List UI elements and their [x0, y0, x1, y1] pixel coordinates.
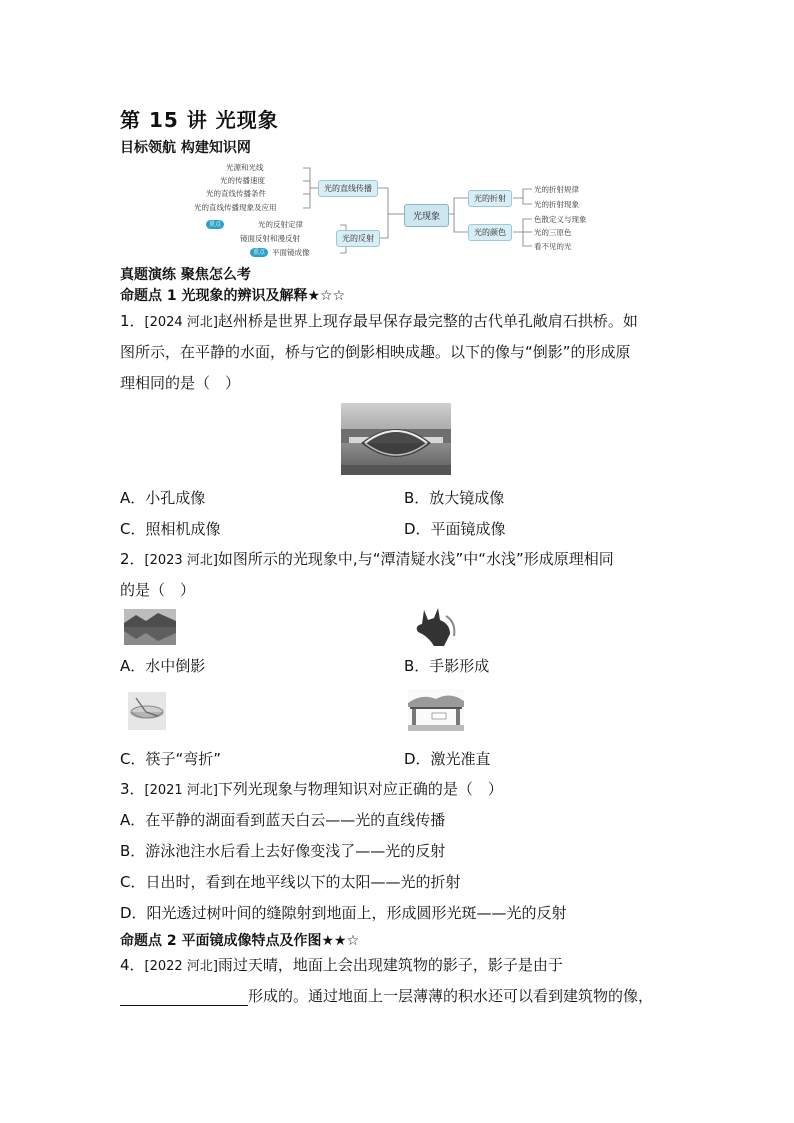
question-text: 赵州桥是世界上现存最早保存最完整的古代单孔敞肩石拱桥。如	[217, 312, 638, 330]
option-c: C．筷子“弯折”	[120, 750, 222, 768]
question-number: 2．	[120, 550, 145, 568]
question-1	[120, 311, 638, 333]
option-d: D．平面镜成像	[404, 520, 506, 538]
question-source-tag: [2021 河北]	[144, 783, 218, 798]
bridge-reflection-image	[341, 403, 451, 475]
topic-heading-2: 命题点 2 平面镜成像特点及作图★★☆	[120, 933, 360, 949]
option-c: C．日出时，看到在地平线以下的太阳——光的折射	[120, 873, 461, 891]
option-b: B．放大镜成像	[404, 489, 505, 507]
option-a: A．小孔成像	[120, 489, 206, 507]
question-source-tag: [2023 河北]	[144, 553, 218, 568]
question-text: 如图所示的光现象中,与“潭清疑水浅”中“水浅”形成原理相同	[217, 550, 614, 568]
key-point-badge: 重点	[250, 248, 268, 257]
question-text: 雨过天晴，地面上会出现建筑物的影子，影子是由于	[217, 956, 563, 974]
mindmap-item: 光的反射定律	[258, 220, 303, 229]
question-text-line: 理相同的是（ ）	[120, 374, 241, 392]
option-b: B．手影形成	[404, 657, 490, 675]
mindmap-item: 光的直线传播条件	[206, 189, 266, 198]
question-number: 1．	[120, 312, 145, 330]
option-b: B．游泳池注水后看上去好像变浅了——光的反射	[120, 842, 446, 860]
mindmap-item: 光的传播速度	[220, 176, 265, 185]
mindmap-item: 光的三原色	[534, 228, 572, 237]
question-2	[120, 549, 614, 571]
question-text-line	[120, 986, 653, 1006]
mindmap-node-reflection: 光的反射	[336, 230, 380, 247]
section-heading-2: 真题演练 聚焦怎么考	[120, 267, 251, 283]
topic-heading-1: 命题点 1 光现象的辨识及解释★☆☆	[120, 288, 346, 304]
hand-shadow-image	[410, 606, 460, 648]
question-text: 下列光现象与物理知识对应正确的是（ ）	[217, 780, 503, 798]
mindmap-node-straight-line: 光的直线传播	[318, 180, 378, 197]
mindmap-item: 看不见的光	[534, 242, 572, 251]
question-text: 形成的。通过地面上一层薄薄的积水还可以看到建筑物的像，	[248, 987, 654, 1005]
option-a: A．水中倒影	[120, 657, 206, 675]
question-3	[120, 779, 503, 801]
key-point-badge: 重点	[206, 220, 224, 229]
mindmap-item: 镜面反射和漫反射	[240, 234, 300, 243]
laser-collimation-image	[408, 689, 464, 731]
mindmap-node-refraction: 光的折射	[468, 190, 512, 207]
mindmap-item: 光的直线传播现象及应用	[194, 203, 277, 212]
chopsticks-in-water-image	[128, 692, 166, 730]
question-text-line: 图所示，在平静的水面，桥与它的倒影相映成趣。以下的像与“倒影”的形成原	[120, 343, 631, 361]
mindmap-item: 平面镜成像	[272, 248, 310, 257]
question-source-tag: [2024 河北]	[144, 315, 218, 330]
mindmap-item: 光的折射规律	[534, 185, 579, 194]
option-a: A．在平静的湖面看到蓝天白云——光的直线传播	[120, 811, 446, 829]
mindmap-item: 光的折射现象	[534, 200, 579, 209]
page-title: 第 15 讲 光现象	[120, 108, 279, 132]
mindmap-item: 色散定义与现象	[534, 215, 587, 224]
mindmap-item: 光源和光线	[226, 163, 264, 172]
section-heading-1: 目标领航 构建知识网	[120, 140, 251, 156]
mindmap-center-node: 光现象	[404, 204, 449, 227]
question-text-line: 的是（ ）	[120, 581, 196, 599]
mindmap-node-color: 光的颜色	[468, 224, 512, 241]
question-source-tag: [2022 河北]	[144, 959, 218, 974]
knowledge-mindmap	[190, 158, 630, 260]
option-d: D．激光准直	[404, 750, 491, 768]
option-c: C．照相机成像	[120, 520, 221, 538]
question-number: 3．	[120, 780, 145, 798]
question-number: 4．	[120, 956, 145, 974]
water-reflection-image	[124, 609, 176, 645]
answer-blank[interactable]	[120, 989, 248, 1006]
option-d: D．阳光透过树叶间的缝隙射到地面上，形成圆形光斑——光的反射	[120, 904, 567, 922]
question-4	[120, 955, 563, 977]
